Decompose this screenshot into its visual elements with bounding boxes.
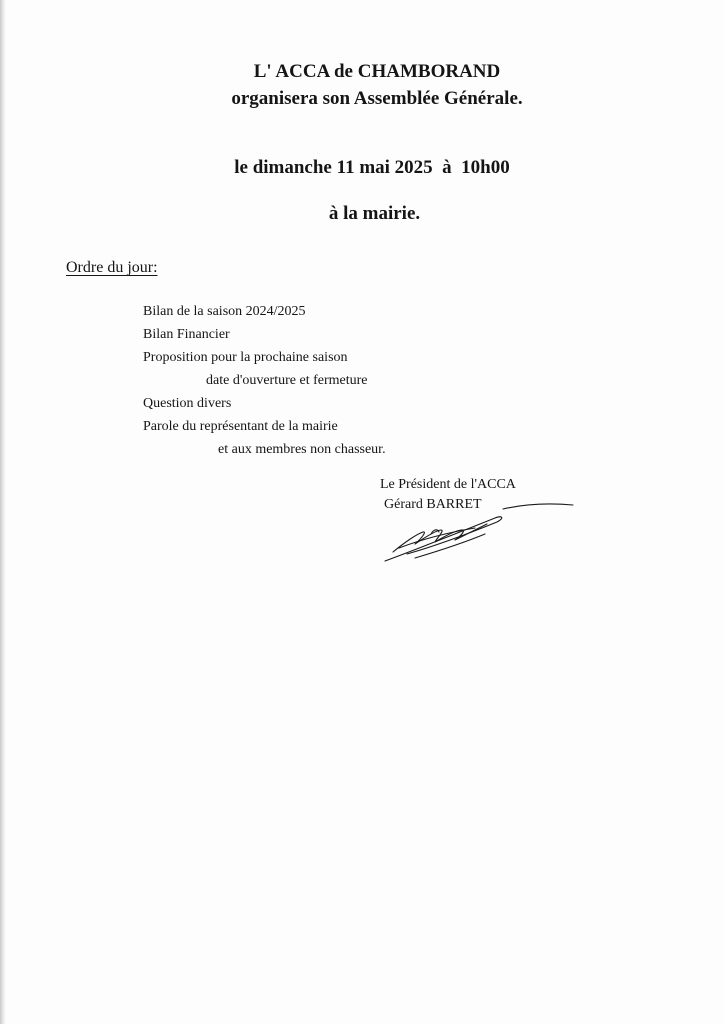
agenda-item: Question divers	[143, 396, 232, 411]
agenda-heading: Ordre du jour:	[66, 259, 158, 276]
signatory-title: Le Président de l'ACCA	[380, 477, 516, 492]
scan-edge-shadow	[0, 0, 6, 1024]
assembly-announcement: organisera son Assemblée Générale.	[231, 88, 523, 109]
agenda-item: Bilan de la saison 2024/2025	[143, 304, 306, 319]
agenda-sub-item: date d'ouverture et fermeture	[206, 373, 368, 388]
agenda-list	[143, 300, 386, 461]
association-title: L' ACCA de CHAMBORAND	[253, 61, 501, 82]
signatory-name: Gérard BARRET	[384, 497, 482, 512]
event-place: à la mairie.	[328, 203, 421, 224]
agenda-sub-item: et aux membres non chasseur.	[218, 442, 386, 457]
event-date-time: le dimanche 11 mai 2025 à 10h00	[234, 157, 510, 178]
agenda-item: Proposition pour la prochaine saison	[143, 350, 348, 365]
agenda-item: Bilan Financier	[143, 327, 230, 342]
announcement-header	[0, 58, 724, 112]
handwritten-signature	[375, 488, 585, 568]
agenda-item: Parole du représentant de la mairie	[143, 419, 338, 434]
